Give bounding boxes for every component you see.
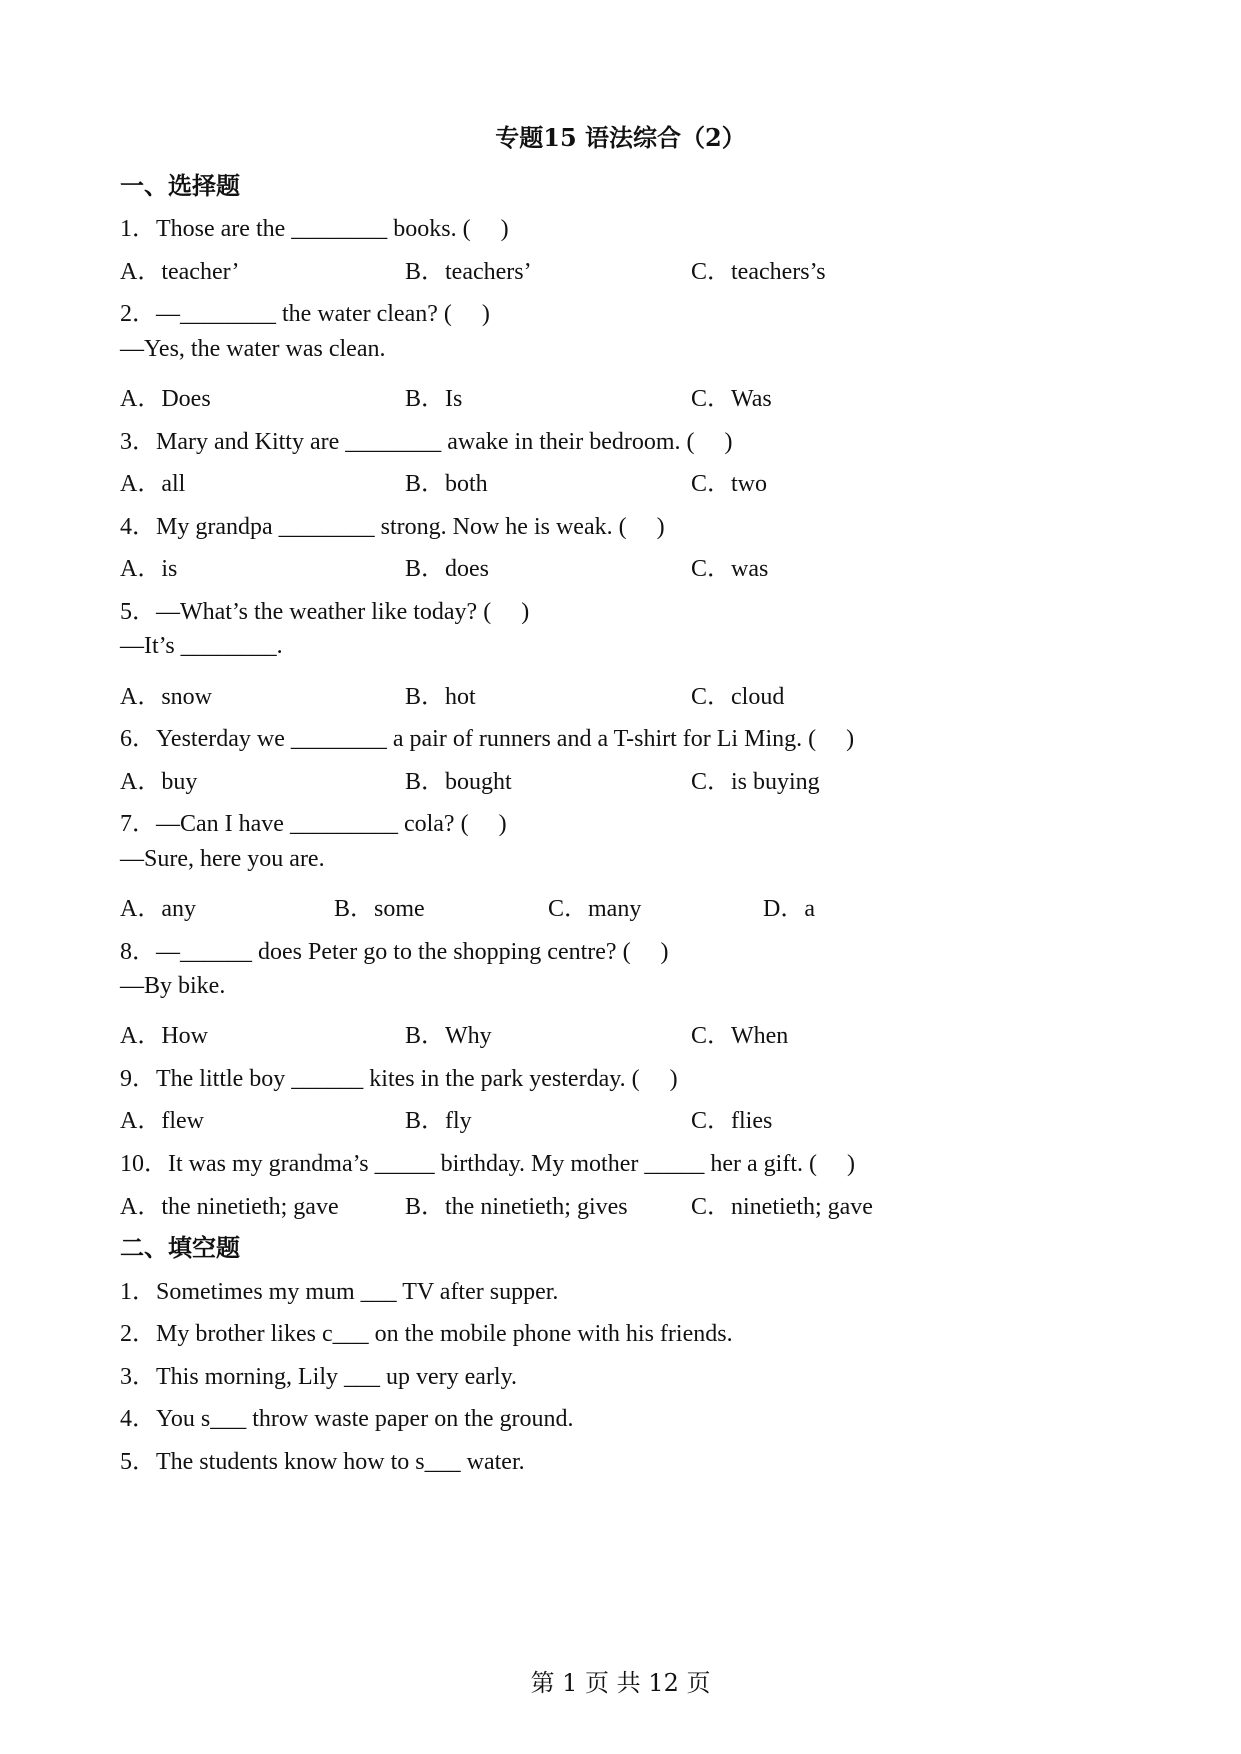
document-title: 专题15 语法综合（2） — [495, 123, 746, 152]
question-6-option-b: B．bought — [405, 769, 512, 795]
question-9-stem: 9．The little boy ______ kites in the park yesterday. ( ) — [120, 1066, 678, 1092]
question-10-stem: 10．It was my grandma’s _____ birthday. My mother _____ her a gift. ( ) — [120, 1151, 855, 1177]
question-8-option-a: A．How — [120, 1023, 208, 1049]
fill-question-5: 5．The students know how to s___ water. — [120, 1449, 525, 1475]
question-3-option-b: B．both — [405, 471, 488, 497]
fill-question-4: 4．You s___ throw waste paper on the ground. — [120, 1406, 574, 1432]
question-6-option-a: A．buy — [120, 769, 198, 795]
question-5-option-b: B．hot — [405, 684, 476, 710]
question-8-stem: 8．—______ does Peter go to the shopping centre? ( ) — [120, 939, 669, 965]
question-4-option-b: B．does — [405, 556, 489, 582]
question-9-option-a: A．flew — [120, 1108, 204, 1134]
question-8-option-b: B．Why — [405, 1023, 492, 1049]
fill-question-2: 2．My brother likes c___ on the mobile phone with his friends. — [120, 1321, 733, 1347]
question-7-option-d: D．a — [763, 896, 815, 922]
question-1-option-a: A．teacher’ — [120, 259, 240, 285]
question-9-option-b: B．fly — [405, 1108, 472, 1134]
question-7-option-c: C．many — [548, 896, 642, 922]
question-10-option-b: B．the ninetieth; gives — [405, 1194, 628, 1220]
question-1-stem: 1．Those are the ________ books. ( ) — [120, 216, 509, 242]
question-2-option-b: B．Is — [405, 386, 463, 412]
question-1-option-b: B．teachers’ — [405, 259, 532, 285]
question-4-stem: 4．My grandpa ________ strong. Now he is weak. ( ) — [120, 514, 665, 540]
fill-question-1: 1．Sometimes my mum ___ TV after supper. — [120, 1279, 559, 1305]
question-8-option-c: C．When — [691, 1023, 789, 1049]
question-4-option-c: C．was — [691, 556, 769, 582]
question-7-option-a: A．any — [120, 896, 196, 922]
question-2-option-c: C．Was — [691, 386, 772, 412]
question-10-option-c: C．ninetieth; gave — [691, 1194, 873, 1220]
question-6-stem: 6．Yesterday we ________ a pair of runners and a T-shirt for Li Ming. ( ) — [120, 726, 855, 752]
question-3-option-c: C．two — [691, 471, 768, 497]
question-7-stem: 7．—Can I have _________ cola? ( ) — [120, 811, 507, 837]
question-3-stem: 3．Mary and Kitty are ________ awake in their bedroom. ( ) — [120, 429, 733, 455]
question-1-option-c: C．teachers’s — [691, 259, 826, 285]
question-8-stem-line-2: —By bike. — [120, 973, 226, 999]
question-10-option-a: A．the ninetieth; gave — [120, 1194, 339, 1220]
question-9-option-c: C．flies — [691, 1108, 773, 1134]
question-6-option-c: C．is buying — [691, 769, 820, 795]
question-3-option-a: A．all — [120, 471, 186, 497]
section-heading-fill: 二、填空题 — [120, 1233, 240, 1262]
question-5-stem: 5．—What’s the weather like today? ( ) — [120, 599, 530, 625]
question-5-option-c: C．cloud — [691, 684, 785, 710]
question-2-stem: 2．—________ the water clean? ( ) — [120, 301, 490, 327]
question-7-option-b: B．some — [334, 896, 425, 922]
question-4-option-a: A．is — [120, 556, 178, 582]
page-footer: 第 1 页 共 12 页 — [530, 1669, 711, 1697]
section-heading-choice: 一、选择题 — [120, 171, 240, 200]
question-5-stem-line-2: —It’s ________. — [120, 633, 283, 659]
question-5-option-a: A．snow — [120, 684, 213, 710]
question-7-stem-line-2: —Sure, here you are. — [120, 846, 325, 872]
fill-question-3: 3．This morning, Lily ___ up very early. — [120, 1364, 518, 1390]
question-2-option-a: A．Does — [120, 386, 211, 412]
question-2-stem-line-2: —Yes, the water was clean. — [120, 336, 386, 362]
